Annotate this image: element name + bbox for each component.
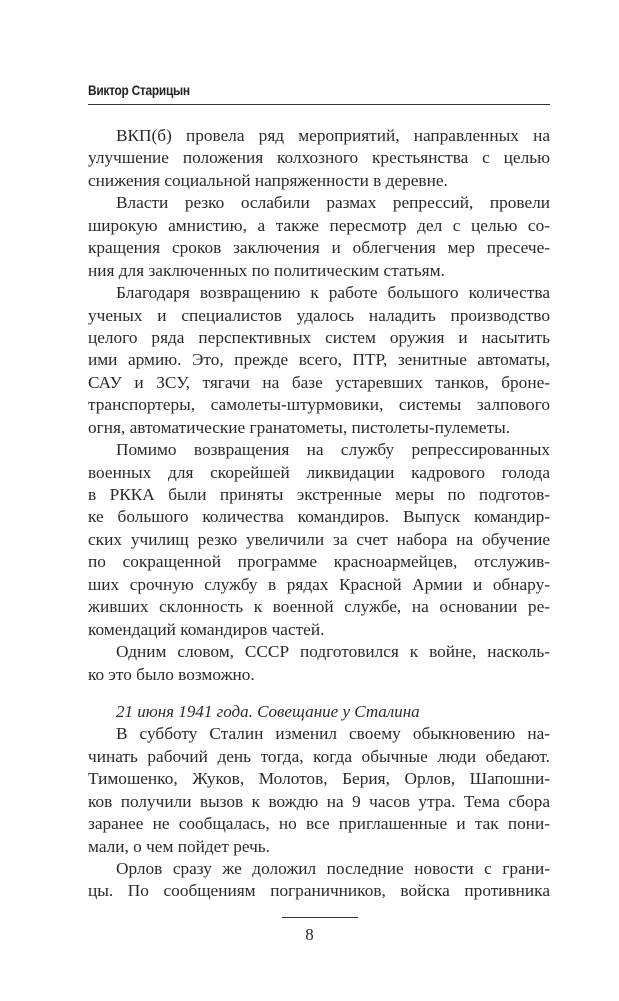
text-line: ученых и специалистов удалось наладить производство: [88, 305, 550, 325]
paragraph: [88, 723, 550, 858]
section-after-heading: [88, 723, 550, 903]
section-before-heading: [88, 125, 550, 686]
text-line: широкую амнистию, а также пересмотр дел с целью со-: [88, 215, 550, 235]
text-line: улучшение положения колхозного крестьянства с целью: [88, 148, 550, 168]
paragraph: [88, 641, 550, 686]
text-line: огня, автоматические гранатометы, пистолеты-пулеметы.: [88, 417, 511, 437]
text-line: чинать рабочий день тогда, когда обычные люди обедают.: [88, 746, 550, 766]
text-line: Одним словом, СССР подготовился к войне, насколь-: [116, 642, 550, 662]
text-line: ВКП(б) провела ряд мероприятий, направленных на: [116, 126, 550, 145]
page-body: [88, 125, 550, 903]
paragraph: [88, 192, 550, 282]
paragraph: [88, 858, 550, 903]
footer-rule: [282, 917, 358, 918]
text-line: ко это было возможно.: [88, 664, 255, 684]
paragraph: [88, 439, 550, 641]
text-line: живших склонность к военной службе, на основании ре-: [88, 597, 550, 617]
paragraph: [88, 125, 550, 192]
text-line: Орлов сразу же доложил последние новости с грани-: [116, 859, 550, 878]
text-line: целого ряда перспективных систем оружия и насытить: [88, 327, 550, 347]
text-line: мали, о чем пойдет речь.: [88, 836, 270, 856]
text-line: В субботу Сталин изменил своему обыкновению на-: [116, 724, 550, 744]
text-line: цы. По сообщениям пограничников, войска противника: [88, 881, 550, 901]
text-line: комендаций командиров частей.: [88, 619, 325, 639]
text-line: транспортеры, самолеты-штурмовики, системы залпового: [88, 395, 550, 415]
text-line: Помимо возвращения на службу репрессированных: [116, 440, 550, 460]
text-line: кращения сроков заключения и облегчения мер пресече-: [88, 238, 550, 258]
section-heading: 21 июня 1941 года. Совещание у Сталина: [116, 701, 420, 721]
text-line: ния для заключенных по политическим статьям.: [88, 260, 445, 280]
text-line: ских училищ резко увеличили за счет набора на обучение: [88, 529, 550, 549]
text-line: ке большого количества командиров. Выпуск командир-: [88, 507, 550, 527]
text-line: в РККА были приняты экстренные меры по подготов-: [88, 485, 550, 504]
text-line: военных для скорейшей ликвидации кадрового голода: [88, 462, 550, 482]
text-line: ших срочную службу в рядах Красной Армии и обнару-: [88, 574, 550, 594]
text-line: Благодаря возвращению к работе большого количества: [116, 283, 550, 303]
text-line: заранее не сообщалась, но все приглашенные и так пони-: [88, 814, 550, 834]
text-line: САУ и ЗСУ, тягачи на базе устаревших танков, броне-: [88, 372, 550, 392]
text-line: Тимошенко, Жуков, Молотов, Берия, Орлов, Шапошни-: [88, 769, 550, 789]
text-line: ими армию. Это, прежде всего, ПТР, зенитные автоматы,: [88, 350, 550, 370]
page-number: 8: [305, 925, 314, 944]
header-rule: [88, 104, 550, 105]
running-head-author: Виктор Старицын: [88, 82, 190, 98]
paragraph: [88, 282, 550, 439]
text-line: Власти резко ослабили размах репрессий, провели: [116, 193, 550, 213]
text-line: снижения социальной напряженности в деревне.: [88, 170, 448, 190]
text-line: ков получили вызов к вождю на 9 часов утра. Тема сбора: [88, 791, 550, 811]
text-line: по сокращенной программе красноармейцев, отслужив-: [88, 552, 550, 572]
